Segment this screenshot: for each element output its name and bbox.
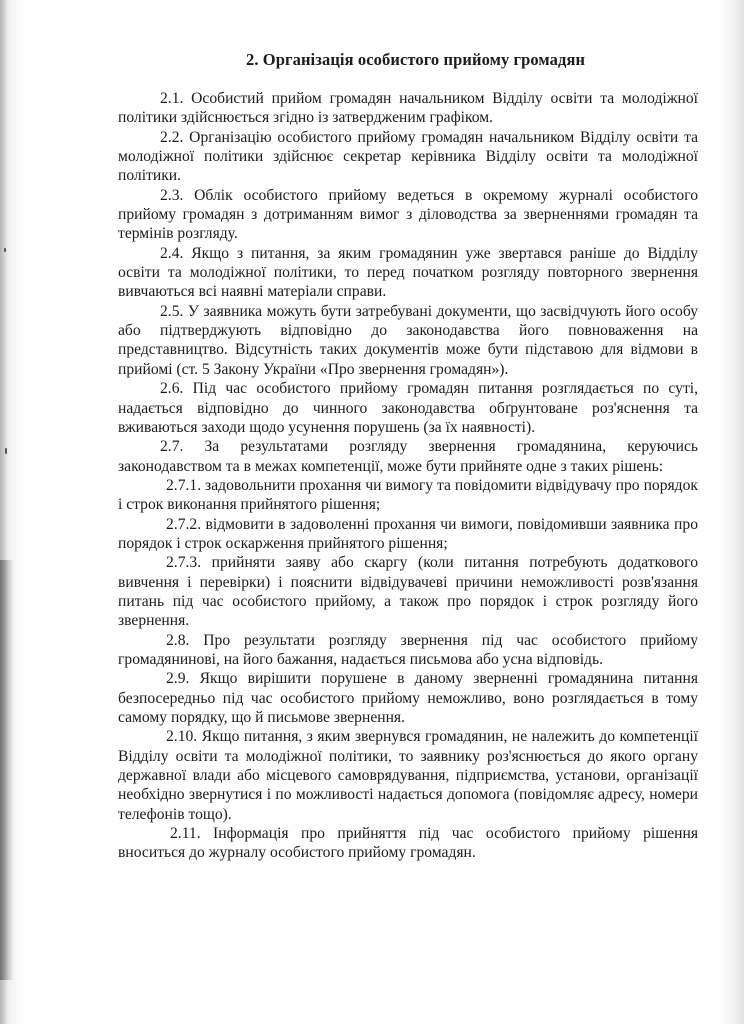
paragraph-2-10: 2.10. Якщо питання, з яким звернувся громадянин, не належить до компетенції Відділу освіти та молодіжної політики, то заявнику роз'яснюється до якого органу державної влади або місцевого самоврядування, підприємства, установи, організації необхідно звернутися і по можливості надається допомога (повідомляє адресу, номери телефонів тощо). [118,728,698,823]
scan-speck [4,248,6,252]
paragraph-2-6: 2.6. Під час особистого прийому громадян питання розглядається по суті, надається відповідно до чинного законодавства обґрунтоване роз'яснення та вживаються заходи щодо усунення порушень (за їх наявності). [118,380,698,436]
paragraph-2-11: 2.11. Інформація про прийняття під час особистого прийому рішення вноситься до журналу особистого прийому громадян. [118,825,698,862]
paragraph-2-9: 2.9. Якщо вирішити порушене в даному зверненні громадянина питання безпосередньо під час особистого прийому неможливо, воно розглядається в тому самому порядку, що й письмове звернення. [118,670,698,726]
paragraph-2-7: 2.7. За результатами розгляду звернення громадянина, керуючись законодавством та в межах компетенції, може бути прийняте одне з таких рішень: [118,438,698,475]
paragraph-2-4: 2.4. Якщо з питання, за яким громадянин уже звертався раніше до Відділу освіти та молодіжної політики, то перед початком розгляду повторного звернення вивчаються всі наявні матеріали справи. [118,244,698,301]
paragraph-2-8: 2.8. Про результати розгляду звернення під час особистого прийому громадянинові, на його бажання, надається письмова або усна відповідь. [118,631,698,668]
paragraph-2-7-2: 2.7.2. відмовити в задоволенні прохання чи вимоги, повідомивши заявника про порядок і строк оскарження прийнятого рішення; [118,515,698,552]
paragraph-2-1: 2.1. Особистий прийом громадян начальником Відділу освіти та молодіжної політики здійснюється згідно із затвердженим графіком. [118,90,698,127]
paragraph-2-7-3: 2.7.3. прийняти заяву або скаргу (коли питання потребують додаткового вивчення і перевірки) і пояснити відвідувачеві причини неможливості розв'язання питань під час особистого прийому, а також про порядок і строк розгляду його звернення. [118,554,698,630]
paragraph-2-2: 2.2. Організацію особистого прийому громадян начальником Відділу освіти та молодіжної політики здійснює секретар керівника Відділу освіти та молодіжної політики. [118,128,698,185]
section-heading: 2. Організація особистого прийому громадян [246,50,586,69]
paragraph-2-5: 2.5. У заявника можуть бути затребувані документи, що засвідчують його особу або підтверджують відповідно до законодавства його повноваження на представництво. Відсутність таких документів може бути підставою для відмови в прийомі (ст. 5 Закону України «Про звернення громадян»). [118,302,698,378]
paragraph-2-3: 2.3. Облік особистого прийому ведеться в окремому журналі особистого прийому громадян з дотриманням вимог з діловодства за зверненнями громадян та термінів розгляду. [118,186,698,243]
scan-shadow [0,560,14,980]
scan-speck [5,448,7,454]
document-body [118,89,698,863]
paragraph-2-7-1: 2.7.1. задовольнити прохання чи вимогу та повідомити відвідувачу про порядок і строк виконання прийнятого рішення; [118,476,698,514]
